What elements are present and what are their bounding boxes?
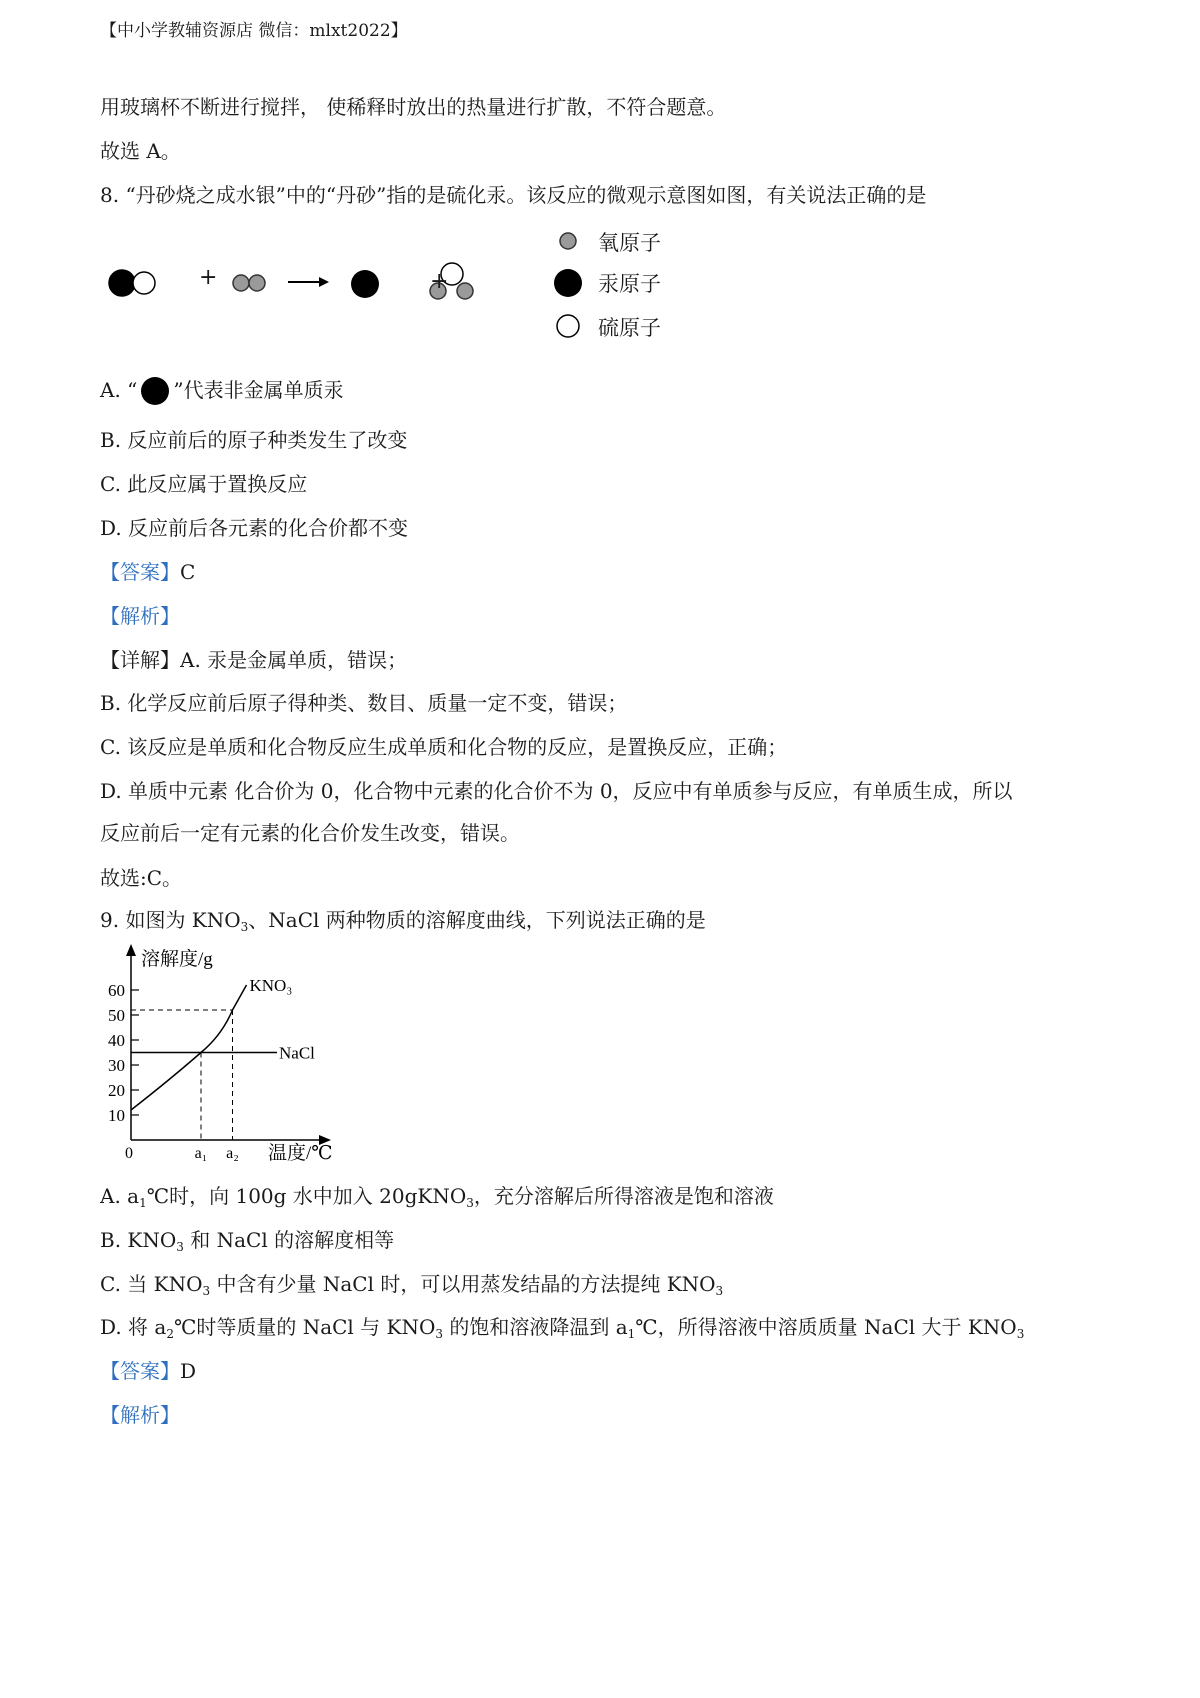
detail-line: 故选:C。 [100,866,183,890]
opt-text: 中含有少量 NaCl 时，可以用蒸发结晶的方法提纯 KNO [210,1272,716,1296]
series-label-nacl: NaCl [279,1043,315,1063]
y-tick-label: 10 [108,1106,125,1125]
answer-value: D [180,1359,197,1383]
mercury-atom-icon [137,377,173,405]
x-tick-label: a₁ [194,1145,208,1162]
mercury-atom-icon [351,270,379,298]
opt-text: ℃时等质量的 NaCl 与 KNO [173,1315,436,1339]
solubility-chart [95,940,355,1170]
option-a-suffix: ”代表非金属单质汞 [173,378,344,402]
opt-sub: 1 [627,1327,636,1341]
opt-sub: 3 [435,1327,444,1341]
plus-sign: + [199,265,218,290]
opt-text: B. KNO [100,1228,177,1252]
answer-line [100,1357,196,1385]
opt-text: C. 当 KNO [100,1272,203,1296]
y-tick-label: 50 [108,1006,125,1025]
y-tick-label: 60 [108,981,125,1000]
answer-value: C [180,560,196,584]
legend-label-oxygen: 氧原子 [598,231,661,255]
q9-option-b [100,1226,394,1261]
oxygen-atom-icon [249,275,265,291]
x-tick-label: a₂ [226,1145,239,1162]
q9-option-c [100,1270,723,1305]
legend-mercury-icon [554,269,582,297]
y-tick-label: 40 [108,1031,125,1050]
opt-sub: 3 [715,1284,724,1298]
q9-suffix: 、NaCl 两种物质的溶解度曲线，下列说法正确的是 [248,908,706,932]
text-line: 故选 A。 [100,139,181,163]
detail-line: D. 单质中元素 化合价为 0，化合物中元素的化合价不为 0，反应中有单质参与反应，有单质生成，所以 [100,779,1013,803]
sulfur-atom-icon [133,272,155,294]
plus-sign: + [430,269,449,294]
opt-text: ℃时，向 100g 水中加入 20gKNO [146,1184,467,1208]
option-c: C. 此反应属于置换反应 [100,472,308,496]
y-axis-arrow-icon [126,944,136,956]
text-line: 用玻璃杯不断进行搅拌， 使稀释时放出的热量进行扩散，不符合题意。 [100,95,727,119]
kno3-curve [131,985,247,1110]
option-a [100,376,344,405]
analysis-tag: 【解析】 [100,1403,180,1427]
opt-text: ℃，所得溶液中溶质质量 NaCl 大于 KNO [635,1315,1017,1339]
answer-tag: 【答案】 [100,560,180,584]
answer-line [100,558,195,586]
opt-sub: 3 [1016,1327,1025,1341]
opt-sub: 3 [202,1284,211,1298]
opt-sub: 3 [176,1240,184,1254]
arrow-head-icon [319,277,329,287]
opt-sub: 2 [166,1327,174,1341]
opt-text: 的饱和溶液降温到 a [443,1315,628,1339]
y-axis-label: 溶解度/g [141,949,213,970]
question-9-stem [100,906,706,941]
q9-prefix: 9. 如图为 KNO [100,908,241,932]
oxygen-atom-icon [457,283,473,299]
opt-text: A. a [100,1184,140,1208]
legend-label-mercury: 汞原子 [598,272,661,296]
page-header: 【中小学教辅资源店 微信：mlxt2022】 [100,21,408,41]
option-b: B. 反应前后的原子种类发生了改变 [100,428,408,452]
detail-line: B. 化学反应前后原子得种类、数目、质量一定不变，错误； [100,691,628,715]
y-tick-label: 30 [108,1056,125,1075]
legend-sulfur-icon [557,315,579,337]
series-label-kno3: KNO₃ [249,976,293,995]
detail-line: C. 该反应是单质和化合物反应生成单质和化合物的反应，是置换反应，正确； [100,735,788,759]
legend-oxygen-icon [560,233,576,249]
mercury-atom-icon [109,270,135,296]
opt-text: ，充分溶解后所得溶液是饱和溶液 [473,1184,774,1208]
opt-text: 和 NaCl 的溶解度相等 [183,1228,395,1252]
opt-sub: 1 [139,1196,147,1210]
legend-label-sulfur: 硫原子 [598,316,661,340]
y-tick-label: 20 [108,1081,125,1100]
q9-subscript: 3 [240,920,249,934]
x-tick-label: 0 [125,1145,133,1162]
analysis-tag: 【解析】 [100,604,180,628]
opt-sub: 3 [466,1196,474,1210]
x-axis-label: 温度/℃ [268,1143,333,1164]
detail-line: 【详解】A. 汞是金属单质，错误； [100,648,408,672]
opt-text: D. 将 a [100,1315,167,1339]
option-a-prefix: A. “ [100,378,138,402]
q9-option-d [100,1313,1024,1348]
oxygen-atom-icon [233,275,249,291]
question-8-stem: 8. “丹砂烧之成水银”中的“丹砂”指的是硫化汞。该反应的微观示意图如图，有关说法正确的是 [100,183,927,207]
option-d: D. 反应前后各元素的化合价都不变 [100,516,409,540]
detail-line: 反应前后一定有元素的化合价发生改变，错误。 [100,821,520,845]
q9-option-a [100,1182,774,1217]
answer-tag: 【答案】 [100,1359,180,1383]
